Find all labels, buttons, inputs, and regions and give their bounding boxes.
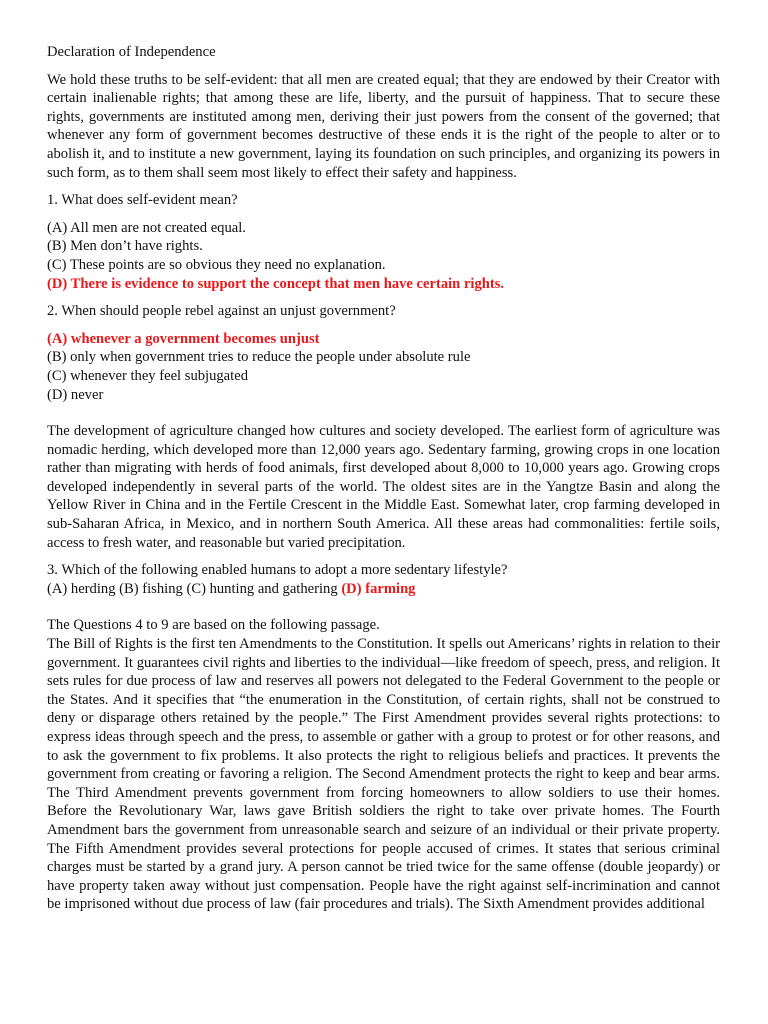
question-2: 2. When should people rebel against an unjust government? (47, 303, 396, 320)
q1-option-a: (A) All men are not created equal. (47, 219, 246, 236)
document-title: Declaration of Independence (47, 44, 216, 60)
q2-option-b: (B) only when government tries to reduce the people under absolute rule (47, 349, 471, 366)
question-3-options (47, 580, 720, 599)
q1-option-b: (B) Men don’t have rights. (47, 238, 203, 255)
q1-option-d-answer: (D) There is evidence to support the concept that men have certain rights. (47, 275, 505, 292)
question-1: 1. What does self-evident mean? (47, 192, 238, 209)
question-1-options (47, 219, 720, 293)
questions-4-9-intro: The Questions 4 to 9 are based on the following passage. (47, 617, 380, 634)
passage-bill-of-rights: The Bill of Rights is the first ten Amendments to the Constitution. It spells out Americans’ rights in relation to their government. It guarantees civil rights and liberties to the individual—like freedom of speech, press, and religion. It sets rules for due process of law and reserves all powers not delegated to the Federal Government to the people or the States. And it specifies that “the enumeration in the Constitution, of certain rights, shall not be construed to deny or disparage others retained by the people.” The First Amendment provides several rights protections: to express ideas through speech and the press, to assemble or gather with a group to protest or for other reasons, and to ask the government to fix problems. It also protects the right to religious beliefs and practices. It prevents the government from creating or favoring a religion. The Second Amendment protects the right to keep and bear arms. The Third Amendment prevents government from forcing homeowners to allow soldiers to use their homes. Before the Revolutionary War, laws gave British soldiers the right to take over private homes. The Fourth Amendment bars the government from unreasonable search and seizure of an individual or their private property. The Fifth Amendment provides several protections for people accused of crimes. It states that serious criminal charges must be started by a grand jury. A person cannot be tried twice for the same offense (double jeopardy) or have property taken away without just compensation. People have the right against self-incrimination and cannot be imprisoned without due process of law (fair procedures and trials). The Sixth Amendment provides additional (47, 636, 720, 913)
document-page (47, 43, 720, 914)
q3-option-c: (C) hunting and gathering (186, 580, 338, 597)
q2-option-a-answer: (A) whenever a government becomes unjust (47, 330, 320, 347)
question-3: 3. Which of the following enabled humans to adopt a more sedentary lifestyle? (47, 562, 508, 579)
passage-agriculture: The development of agriculture changed how cultures and society developed. The earliest form of agriculture was nomadic herding, which developed more than 12,000 years ago. Sedentary farming, growing crops in one location rather than migrating with herds of food animals, first developed about 8,000 to 10,000 years ago. Growing crops developed independently in several parts of the world. The oldest sites are in the Yangtze Basin and along the Yellow River in China and in the Fertile Crescent in the Middle East. Somewhat later, crop farming developed in sub-Saharan Africa, in Mexico, and in northern South America. All these areas had commonalities: fertile soils, access to fresh water, and reasonable but varied precipitation. (47, 423, 720, 551)
question-2-options (47, 330, 720, 404)
q2-option-d: (D) never (47, 386, 104, 403)
q3-option-b: (B) fishing (119, 580, 183, 597)
q1-option-c: (C) These points are so obvious they need no explanation. (47, 256, 386, 273)
q3-option-d-answer: (D) farming (341, 580, 416, 597)
q2-option-c: (C) whenever they feel subjugated (47, 367, 248, 384)
passage-declaration: We hold these truths to be self-evident: that all men are created equal; that they are endowed by their Creator with certain inalienable rights; that among these are life, liberty, and the pursuit of happiness. That to secure these rights, governments are instituted among men, deriving their just powers from the consent of the governed; that whenever any form of government becomes destructive of these ends it is the right of the people to alter or to abolish it, and to institute a new government, laying its foundation on such principles, and organizing its powers in such form, as to them shall seem most likely to effect their safety and happiness. (47, 71, 720, 181)
q3-option-a: (A) herding (47, 580, 116, 597)
